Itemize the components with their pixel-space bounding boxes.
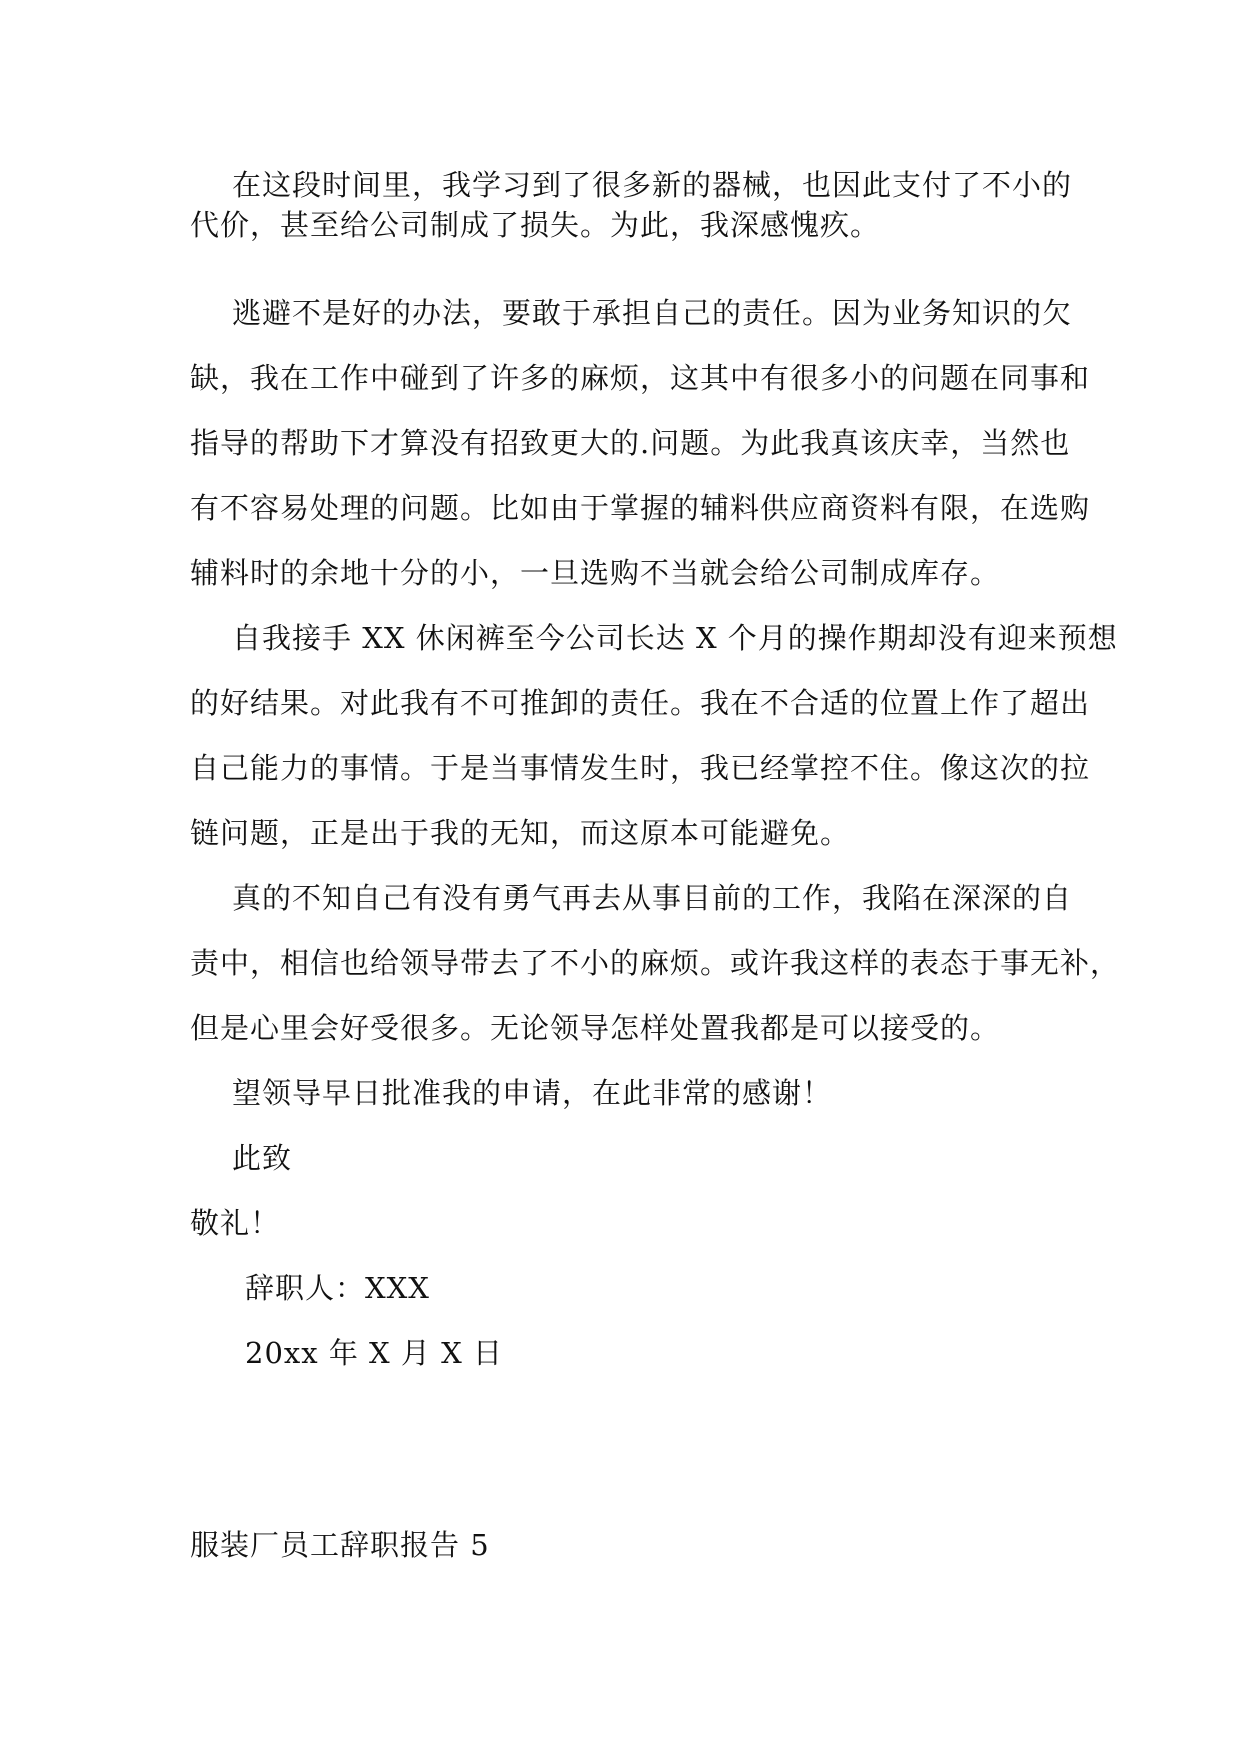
paragraph-line: 真的不知自己有没有勇气再去从事目前的工作，我陷在深深的自 [232,881,1073,915]
paragraph-line: 缺，我在工作中碰到了许多的麻烦，这其中有很多小的问题在同事和 [190,361,1091,395]
paragraph-line: 但是心里会好受很多。无论领导怎样处置我都是可以接受的。 [190,1011,1001,1045]
paragraph-line: 责中，相信也给领导带去了不小的麻烦。或许我这样的表态于事无补， [190,946,1121,980]
paragraph-line: 链问题，正是出于我的无知，而这原本可能避免。 [190,816,851,850]
salutation-line: 敬礼！ [190,1206,281,1240]
section-heading: 服装厂员工辞职报告 5 [190,1528,490,1562]
paragraph-line: 望领导早日批准我的申请，在此非常的感谢！ [232,1076,833,1110]
closing-line: 此致 [232,1141,293,1175]
paragraph-line: 自我接手 XX 休闲裤至今公司长达 X 个月的操作期却没有迎来预想 [232,621,1118,655]
signature-name: 辞职人：XXX [245,1271,430,1305]
signature-date: 20xx 年 X 月 X 日 [245,1336,503,1370]
paragraph-line: 辅料时的余地十分的小，一旦选购不当就会给公司制成库存。 [190,556,1001,590]
paragraph-line: 代价，甚至给公司制成了损失。为此，我深感愧疚。 [190,208,881,242]
paragraph-line: 在这段时间里，我学习到了很多新的器械，也因此支付了不小的 [232,168,1073,202]
paragraph-line: 逃避不是好的办法，要敢于承担自己的责任。因为业务知识的欠 [232,296,1073,330]
paragraph-line: 的好结果。对此我有不可推卸的责任。我在不合适的位置上作了超出 [190,686,1091,720]
paragraph-line: 自己能力的事情。于是当事情发生时，我已经掌控不住。像这次的拉 [190,751,1091,785]
paragraph-line: 有不容易处理的问题。比如由于掌握的辅料供应商资料有限，在选购 [190,491,1091,525]
paragraph-line: 指导的帮助下才算没有招致更大的.问题。为此我真该庆幸，当然也 [190,426,1071,460]
